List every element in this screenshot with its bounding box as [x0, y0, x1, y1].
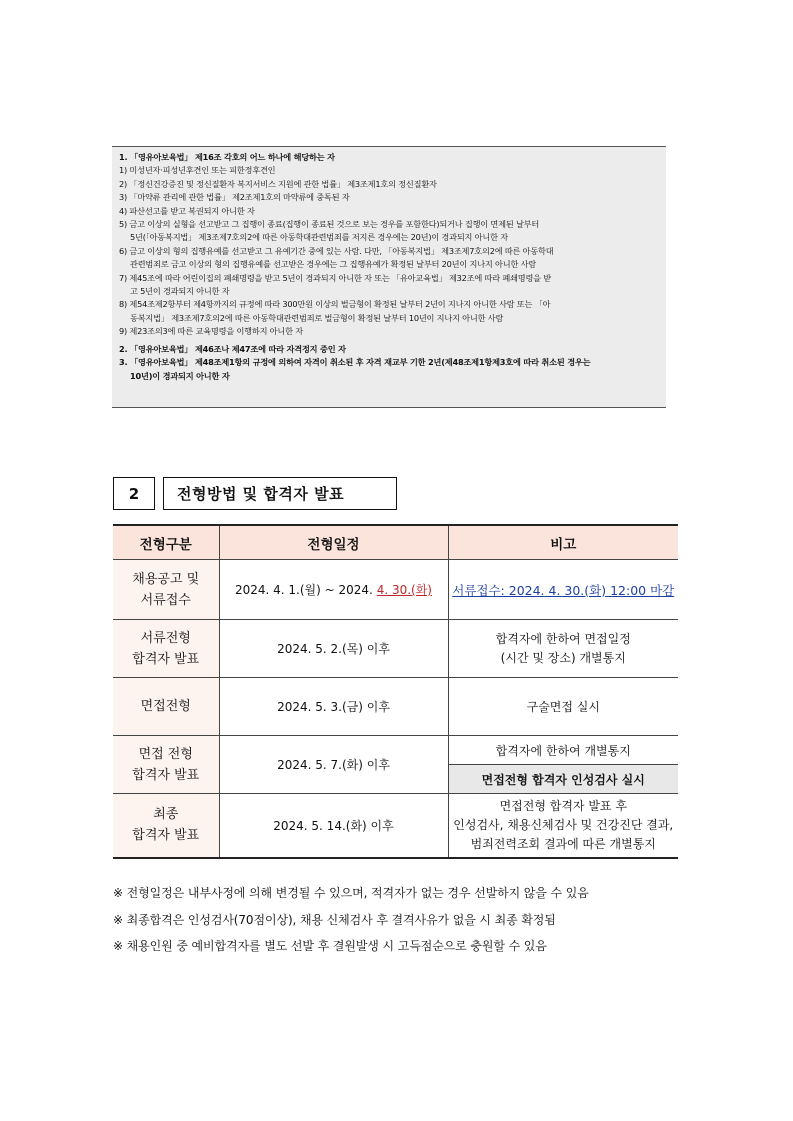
qual-sub-1: 1) 미성년자·피성년후견인 또는 피한정후견인	[119, 165, 276, 176]
row-date: 2024. 5. 3.(금) 이후	[219, 678, 448, 736]
row-label-line: 채용공고 및	[132, 571, 200, 587]
row-note	[448, 620, 678, 678]
row-label-line: 합격자 발표	[132, 767, 200, 783]
table-row	[113, 678, 678, 736]
qual-sub-6-cont: 관련범죄로 금고 이상의 형의 집행유예를 선고받은 경우에는 그 집행유예가 확정된 날부터 20년이 지나지 아니한 사람	[130, 259, 536, 270]
row-label-line: 서류전형	[140, 630, 191, 646]
row-label-line: 면접 전형	[138, 746, 193, 762]
qual-sub-8: 8) 제54조제2항부터 제4항까지의 규정에 따라 300만원 이상의 벌금형이 확정된 날부터 2년이 지나지 아니한 사람 또는 「아	[119, 299, 551, 310]
qual-sub-8-cont: 동복지법」 제3조제7호의2에 따른 아동학대관련범죄로 벌금형이 확정된 날부터 10년이 지나지 아니한 사람	[130, 312, 504, 323]
row-note: 합격자에 한하여 개별통지	[448, 736, 678, 765]
qual-item-3-cont: 10년)이 경과되지 아니한 자	[130, 370, 230, 381]
deadline-note: 서류접수: 2024. 4. 30.(화) 12:00 마감	[452, 582, 675, 598]
row-date	[219, 560, 448, 620]
disqualification-box	[112, 146, 666, 408]
row-label	[113, 620, 219, 678]
row-label	[113, 794, 219, 858]
table-row	[113, 560, 678, 620]
row-note	[448, 560, 678, 620]
qual-sub-3: 3) 「마약류 관리에 관한 법률」 제2조제1호의 마약류에 중독된 자	[119, 192, 350, 203]
row-label	[113, 736, 219, 794]
row-label-line: 서류접수	[140, 592, 191, 608]
section-title: 전형방법 및 합격자 발표	[163, 477, 397, 510]
row-date: 2024. 5. 14.(화) 이후	[219, 794, 448, 858]
table-row	[113, 736, 678, 765]
row-note-highlight: 면접전형 합격자 인성검사 실시	[448, 765, 678, 794]
qual-sub-5: 5) 금고 이상의 실형을 선고받고 그 집행이 종료(집행이 종료된 것으로 보는 경우를 포함한다)되거나 집행이 면제된 날부터	[119, 219, 540, 230]
qual-sub-4: 4) 파산선고를 받고 복권되지 아니한 자	[119, 205, 255, 216]
note-line: 범죄전력조회 결과에 따른 개별통지	[470, 836, 656, 851]
row-date: 2024. 5. 2.(목) 이후	[219, 620, 448, 678]
qual-item-3: 3. 「영유아보육법」 제48조제1항의 규정에 의하여 자격이 취소된 후 자격 재교부 기한 2년(제48조제1항제3호에 따라 취소된 경우는	[119, 357, 591, 368]
footnote: ※ 최종합격은 인성검사(70점이상), 채용 신체검사 후 결격사유가 없을 시 최종 확정됨	[113, 913, 556, 927]
row-label-line: 최종	[153, 807, 179, 823]
table-row	[113, 620, 678, 678]
qual-item-1: 1. 「영유아보육법」 제16조 각호의 어느 하나에 해당하는 자	[119, 152, 335, 162]
qual-item-2: 2. 「영유아보육법」 제46조나 제47조에 따라 자격정지 중인 자	[119, 343, 346, 354]
deadline-date-text: 4. 30.(화)	[376, 583, 432, 597]
row-date: 2024. 5. 7.(화) 이후	[219, 736, 448, 794]
row-note	[448, 794, 678, 858]
header-remarks: 비고	[448, 525, 678, 560]
qual-sub-7-cont: 고 5년이 경과되지 아니한 자	[130, 286, 230, 297]
qual-sub-9: 9) 제23조의3에 따른 교육명령을 이행하지 아니한 자	[119, 326, 303, 337]
note-line: 면접전형 합격자 발표 후	[499, 798, 627, 813]
row-label	[113, 560, 219, 620]
header-schedule: 전형일정	[219, 525, 448, 560]
footnote: ※ 채용인원 중 예비합격자를 별도 선발 후 결원발생 시 고득점순으로 충원할 수 있음	[113, 939, 547, 953]
note-line: (시간 및 장소) 개별통지	[500, 650, 626, 665]
qual-sub-6: 6) 금고 이상의 형의 집행유예를 선고받고 그 유예기간 중에 있는 사람. 다만, 「아동복지법」 제3조제7호의2에 따른 아동학대	[119, 245, 554, 256]
row-label-line: 합격자 발표	[132, 651, 200, 667]
section-number: 2	[113, 477, 155, 510]
header-category: 전형구분	[113, 525, 219, 560]
schedule-table	[113, 524, 678, 859]
row-label-line: 합격자 발표	[132, 828, 200, 844]
row-label: 면접전형	[113, 678, 219, 736]
row-note: 구술면접 실시	[448, 678, 678, 736]
qual-sub-5-cont: 5년(「아동복지법」 제3조제7호의2에 따른 아동학대관련범죄를 저지른 경우에는 20년)이 경과되지 아니한 자	[130, 232, 508, 243]
table-row	[113, 794, 678, 858]
qual-sub-7: 7) 제45조에 따라 어린이집의 폐쇄명령을 받고 5년이 경과되지 아니한 자 또는 「유아교육법」 제32조에 따라 폐쇄명령을 받	[119, 272, 551, 283]
note-line: 합격자에 한하여 면접일정	[495, 631, 631, 646]
qual-sub-2: 2) 「정신건강증진 및 정신질환자 복지서비스 지원에 관한 법률」 제3조제1호의 정신질환자	[119, 178, 437, 189]
date-text: 2024. 4. 1.(월) ~ 2024.	[234, 583, 377, 597]
table-header-row	[113, 525, 678, 560]
footnote: ※ 전형일정은 내부사정에 의해 변경될 수 있으며, 적격자가 없는 경우 선발하지 않을 수 있음	[113, 886, 589, 900]
note-line: 인성검사, 채용신체검사 및 건강진단 결과,	[453, 817, 674, 832]
